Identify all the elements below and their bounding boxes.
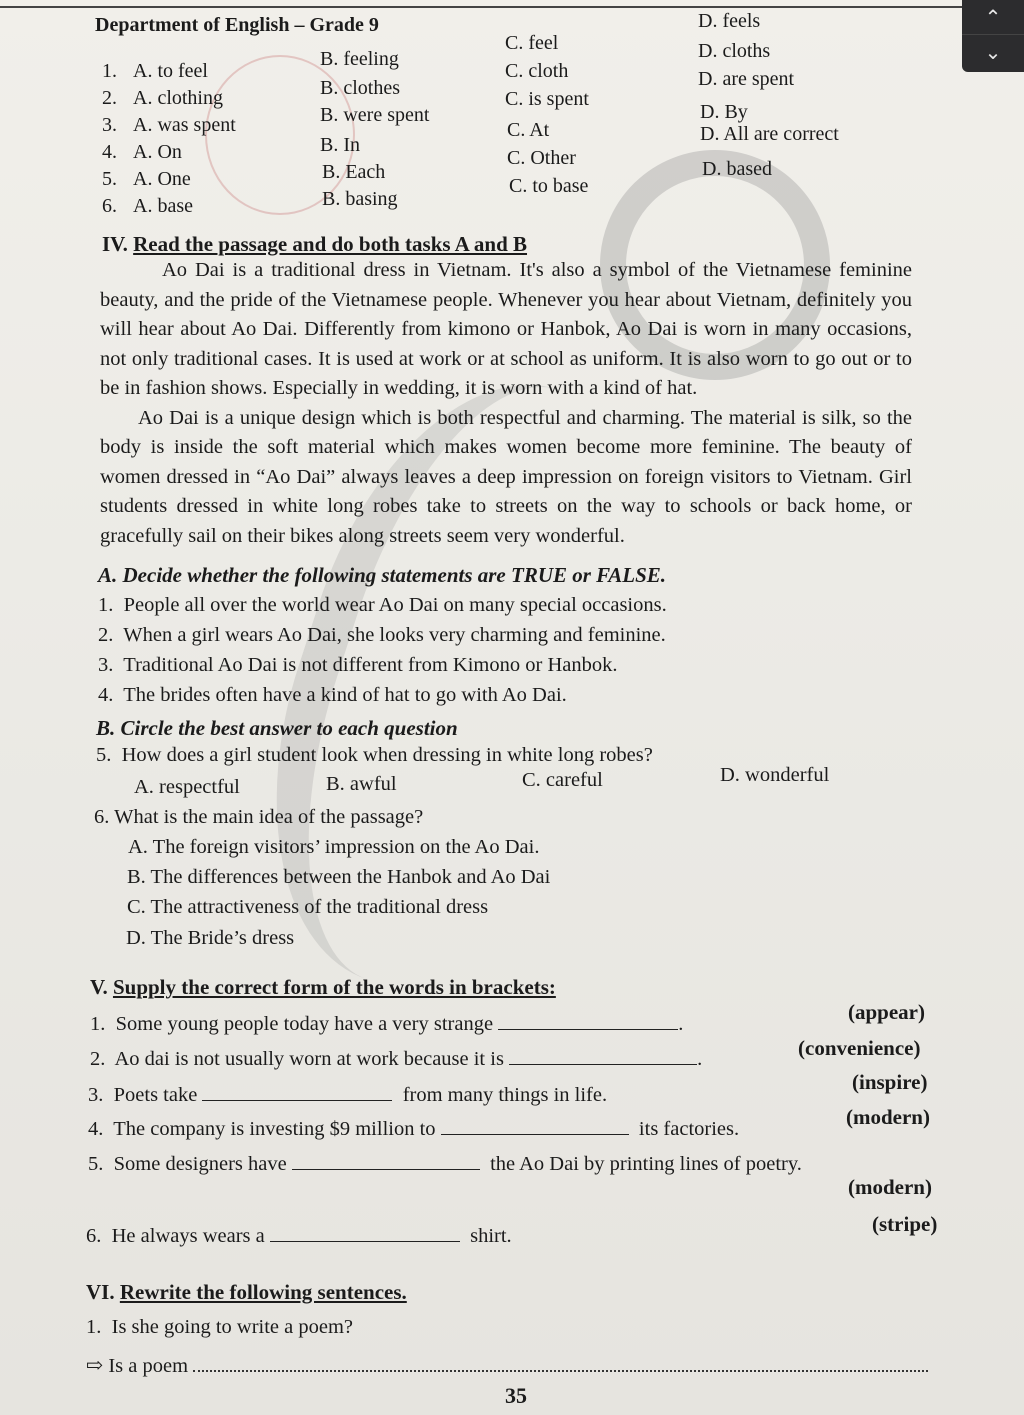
mc-row-number: 2. <box>102 87 117 109</box>
item-text-after: . <box>678 1013 684 1035</box>
section-vi-heading: Rewrite the following sentences. <box>119 1280 407 1304</box>
item-text-after: from many things in life. <box>402 1084 608 1106</box>
mc-option-a: A. One <box>133 168 191 190</box>
item-number: 1. <box>98 594 114 616</box>
item-number: 3. <box>98 654 114 676</box>
item-number: 2. <box>90 1048 106 1070</box>
section-v-heading: Supply the correct form of the words in brackets: <box>112 975 556 999</box>
scroll-down-button[interactable] <box>962 34 1024 68</box>
mc-row-number: 6. <box>102 195 117 217</box>
answer-blank[interactable] <box>509 1045 697 1065</box>
item-text: The company is investing $9 million to <box>113 1118 436 1140</box>
mc-option-a: A. base <box>133 195 193 217</box>
mc-option-a: A. was spent <box>133 114 236 136</box>
item-number: 5. <box>96 744 112 766</box>
item-text: He always wears a <box>111 1225 265 1247</box>
mc-option-b: B. feeling <box>320 48 399 70</box>
section-vi-roman: VI. <box>86 1280 115 1304</box>
mc-option-d: D. are spent <box>698 68 795 90</box>
word-form-item <box>88 1150 802 1176</box>
mc-option-b: B. were spent <box>320 104 430 126</box>
item-text-after: shirt. <box>470 1225 512 1247</box>
q5-option-d: D. wonderful <box>720 764 830 786</box>
mc-option-d: D. feels <box>698 10 761 32</box>
task-a-title: A. Decide whether the following statements are TRUE or FALSE. <box>98 563 667 587</box>
item-text: The brides often have a kind of hat to go with Ao Dai. <box>123 684 567 706</box>
mc-row-number: 4. <box>102 141 117 163</box>
item-text-after: the Ao Dai by printing lines of poetry. <box>490 1153 802 1175</box>
section-v-title <box>90 975 556 1000</box>
question-6 <box>94 806 423 829</box>
task-b-title: B. Circle the best answer to each question <box>96 716 458 740</box>
task-a-item <box>98 594 667 617</box>
item-number: 2. <box>98 624 114 646</box>
item-number: 3. <box>88 1084 104 1106</box>
scroll-up-button[interactable] <box>962 0 1024 34</box>
word-hint: (stripe) <box>872 1212 938 1236</box>
section-iv-heading: Read the passage and do both tasks A and B <box>133 232 528 256</box>
item-text-after: . <box>697 1048 703 1070</box>
mc-option-c: C. At <box>507 119 550 141</box>
mc-option-d: D. cloths <box>698 40 771 62</box>
q5-option-b: B. awful <box>326 773 397 795</box>
mc-row-number: 3. <box>102 114 117 136</box>
answer-blank[interactable] <box>270 1222 460 1242</box>
rewrite-answer-line <box>86 1352 928 1378</box>
word-hint: (modern) <box>848 1175 932 1199</box>
mc-option-a: A. clothing <box>133 87 223 109</box>
mc-option-c: C. feel <box>505 32 559 54</box>
mc-option-b: B. Each <box>322 161 386 183</box>
department-header: Department of English – Grade 9 <box>95 14 379 36</box>
mc-option-d: D. All are correct <box>700 123 839 145</box>
rewrite-item <box>86 1316 353 1339</box>
passage-paragraph-1: Ao Dai is a traditional dress in Vietnam. It's also a symbol of the Vietnamese feminine beauty, and the pride of the Vietnamese people. Whenever you hear about Vietnam, definitely you will hear about Ao Dai. Differently from kimono or Hanbok, Ao Dai is worn in many occasions, not only traditional cases. It is used at work or at school as uniform. It is also worn to go out or to be in fashion shows. Especially in wedding, it is worn with a kind of hat. <box>100 259 912 399</box>
mc-option-d: D. based <box>702 158 772 180</box>
word-hint: (modern) <box>846 1105 930 1129</box>
item-number: 4. <box>88 1118 104 1140</box>
item-text: Is she going to write a poem? <box>111 1316 354 1338</box>
task-a-item <box>98 624 666 647</box>
answer-blank[interactable] <box>498 1010 678 1030</box>
chevron-down-icon: ⌄ <box>984 40 1002 64</box>
word-form-item <box>86 1222 512 1248</box>
arrow-icon: ⇨ <box>86 1355 104 1377</box>
q6-option-b: B. The differences between the Hanbok and Ao Dai <box>127 866 551 888</box>
item-number: 1. <box>86 1316 102 1338</box>
q6-option-c: C. The attractiveness of the traditional dress <box>127 896 489 918</box>
word-hint: (appear) <box>848 1000 925 1024</box>
item-number: 4. <box>98 684 114 706</box>
task-a-item <box>98 684 567 707</box>
answer-blank[interactable] <box>441 1115 629 1135</box>
word-hint: (convenience) <box>798 1036 921 1060</box>
question-5 <box>96 744 653 767</box>
page-number: 35 <box>505 1383 527 1408</box>
item-text: Some designers have <box>113 1153 287 1175</box>
section-v-roman: V. <box>90 975 108 999</box>
passage-paragraph-2: Ao Dai is a unique design which is both respectful and charming. The material is silk, so the body is inside the soft material which makes women become more feminine. The beauty of women dressed in “Ao Dai” always leaves a deep impression on foreign visitors to Vietnam. Girl students dressed in white long robes take to streets on the way to schools or back home, or gracefully sail on their bikes along streets seem very wonderful. <box>100 406 912 547</box>
word-form-item <box>88 1115 739 1141</box>
section-vi-title <box>86 1280 407 1305</box>
word-form-item <box>88 1081 607 1107</box>
item-text: When a girl wears Ao Dai, she looks very charming and feminine. <box>123 624 666 646</box>
rewrite-start: Is a poem <box>108 1355 189 1377</box>
answer-blank[interactable] <box>292 1150 480 1170</box>
item-text: Some young people today have a very strange <box>115 1013 494 1035</box>
item-number: 5. <box>88 1153 104 1175</box>
q6-option-d: D. The Bride’s dress <box>126 927 295 949</box>
item-number: 6. <box>86 1225 102 1247</box>
section-iv-roman: IV. <box>102 232 128 256</box>
item-number: 6. <box>94 806 110 828</box>
page-top-edge <box>0 0 1024 8</box>
item-text: Poets take <box>113 1084 198 1106</box>
mc-option-d: D. By <box>700 101 748 123</box>
question-text: How does a girl student look when dressing in white long robes? <box>121 744 653 766</box>
mc-row-number: 1. <box>102 60 117 82</box>
mc-option-c: C. Other <box>507 147 576 169</box>
item-number: 1. <box>90 1013 106 1035</box>
item-text: Ao dai is not usually worn at work because it is <box>114 1048 504 1070</box>
task-a-item <box>98 654 618 677</box>
q6-option-a: A. The foreign visitors’ impression on the Ao Dai. <box>128 836 540 858</box>
q5-option-c: C. careful <box>522 769 603 791</box>
answer-blank[interactable] <box>202 1081 392 1101</box>
q5-option-a: A. respectful <box>134 776 240 798</box>
word-form-item <box>90 1010 683 1036</box>
item-text-after: its factories. <box>638 1118 740 1140</box>
mc-option-a: A. to feel <box>133 60 208 82</box>
word-hint: (inspire) <box>852 1070 928 1094</box>
mc-option-b: B. In <box>320 134 360 156</box>
chevron-up-icon: ⌃ <box>984 5 1002 29</box>
mc-option-b: B. basing <box>322 188 398 210</box>
mc-option-c: C. to base <box>509 175 589 197</box>
word-form-item <box>90 1045 702 1071</box>
mc-option-c: C. is spent <box>505 88 589 110</box>
section-iv-title <box>102 232 527 257</box>
mc-row-number: 5. <box>102 168 117 190</box>
page-nav-controls <box>962 0 1024 72</box>
passage <box>100 256 912 551</box>
mc-option-a: A. On <box>133 141 182 163</box>
question-text: What is the main idea of the passage? <box>114 806 424 828</box>
item-text: Traditional Ao Dai is not different from Kimono or Hanbok. <box>123 654 618 676</box>
item-text: People all over the world wear Ao Dai on many special occasions. <box>123 594 667 616</box>
rewrite-blank[interactable] <box>193 1352 928 1372</box>
mc-option-c: C. cloth <box>505 60 569 82</box>
mc-option-b: B. clothes <box>320 77 400 99</box>
